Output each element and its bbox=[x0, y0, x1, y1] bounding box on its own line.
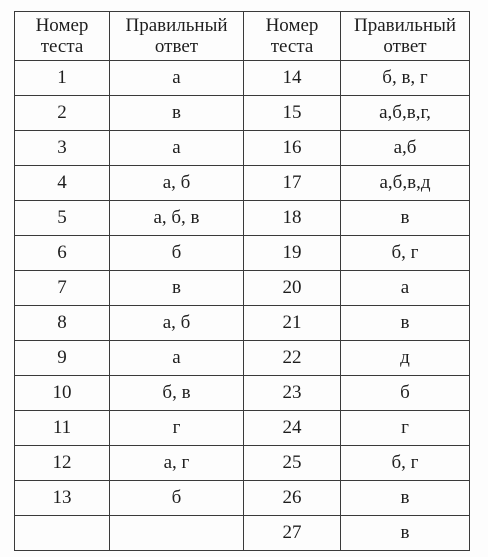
table-row bbox=[15, 271, 470, 306]
header-text: Правильный bbox=[125, 15, 228, 36]
answer-cell: а, б, в bbox=[110, 201, 244, 236]
answer-cell: в bbox=[110, 96, 244, 131]
test-number-cell: 17 bbox=[244, 166, 341, 201]
answer-cell: а bbox=[110, 61, 244, 96]
header-correct-answer-right bbox=[341, 12, 470, 61]
test-number-cell: 3 bbox=[15, 131, 110, 166]
header-test-number-left bbox=[15, 12, 110, 61]
test-number-cell: 10 bbox=[15, 376, 110, 411]
test-number-cell: 15 bbox=[244, 96, 341, 131]
answer-cell: б, в, г bbox=[341, 61, 470, 96]
table-row bbox=[15, 411, 470, 446]
table-row bbox=[15, 516, 470, 551]
test-number-cell: 8 bbox=[15, 306, 110, 341]
table-row bbox=[15, 201, 470, 236]
test-number-cell: 12 bbox=[15, 446, 110, 481]
header-text: Правильный bbox=[353, 15, 457, 36]
test-number-cell: 11 bbox=[15, 411, 110, 446]
test-number-cell: 16 bbox=[244, 131, 341, 166]
answer-cell: в bbox=[110, 271, 244, 306]
answer-cell: а bbox=[110, 131, 244, 166]
test-number-cell: 9 bbox=[15, 341, 110, 376]
header-text: Номер bbox=[35, 15, 89, 36]
header-text: теста bbox=[270, 36, 314, 57]
answer-cell: б bbox=[341, 376, 470, 411]
test-number-cell: 7 bbox=[15, 271, 110, 306]
answer-cell: а,б,в,г, bbox=[341, 96, 470, 131]
test-number-cell: 20 bbox=[244, 271, 341, 306]
header-test-number-right bbox=[244, 12, 341, 61]
answer-cell: а,б bbox=[341, 131, 470, 166]
table-row bbox=[15, 96, 470, 131]
header-text: ответ bbox=[383, 36, 427, 57]
test-number-cell: 13 bbox=[15, 481, 110, 516]
test-number-cell: 27 bbox=[244, 516, 341, 551]
test-number-cell: 21 bbox=[244, 306, 341, 341]
table-row bbox=[15, 236, 470, 271]
test-number-cell: 26 bbox=[244, 481, 341, 516]
test-number-cell bbox=[15, 516, 110, 551]
answer-cell: в bbox=[341, 516, 470, 551]
answer-cell: а bbox=[341, 271, 470, 306]
header-text: ответ bbox=[154, 36, 199, 57]
answer-cell: а, г bbox=[110, 446, 244, 481]
header-row bbox=[15, 12, 470, 61]
answer-cell: б, в bbox=[110, 376, 244, 411]
answer-cell: в bbox=[341, 201, 470, 236]
table-row bbox=[15, 481, 470, 516]
answer-cell: г bbox=[341, 411, 470, 446]
answer-cell: д bbox=[341, 341, 470, 376]
test-number-cell: 23 bbox=[244, 376, 341, 411]
test-number-cell: 14 bbox=[244, 61, 341, 96]
test-number-cell: 2 bbox=[15, 96, 110, 131]
table-row bbox=[15, 376, 470, 411]
answer-cell: б bbox=[110, 236, 244, 271]
answer-cell: а,б,в,д bbox=[341, 166, 470, 201]
answer-cell bbox=[110, 516, 244, 551]
header-text: теста bbox=[40, 36, 84, 57]
table-row bbox=[15, 306, 470, 341]
test-number-cell: 4 bbox=[15, 166, 110, 201]
table-row bbox=[15, 446, 470, 481]
answer-cell: в bbox=[341, 481, 470, 516]
test-number-cell: 18 bbox=[244, 201, 341, 236]
test-number-cell: 25 bbox=[244, 446, 341, 481]
table-row bbox=[15, 341, 470, 376]
answer-rows bbox=[15, 61, 470, 551]
answer-cell: а bbox=[110, 341, 244, 376]
answer-cell: б, г bbox=[341, 236, 470, 271]
test-number-cell: 1 bbox=[15, 61, 110, 96]
table-row bbox=[15, 61, 470, 96]
table-row bbox=[15, 166, 470, 201]
answer-cell: в bbox=[341, 306, 470, 341]
test-number-cell: 19 bbox=[244, 236, 341, 271]
answer-cell: г bbox=[110, 411, 244, 446]
answer-cell: а, б bbox=[110, 306, 244, 341]
answer-key-table bbox=[14, 11, 470, 551]
answer-cell: а, б bbox=[110, 166, 244, 201]
test-number-cell: 6 bbox=[15, 236, 110, 271]
answer-cell: б bbox=[110, 481, 244, 516]
header-text: Номер bbox=[265, 15, 319, 36]
test-number-cell: 22 bbox=[244, 341, 341, 376]
test-number-cell: 24 bbox=[244, 411, 341, 446]
test-number-cell: 5 bbox=[15, 201, 110, 236]
header-correct-answer-left bbox=[110, 12, 244, 61]
answer-cell: б, г bbox=[341, 446, 470, 481]
table-row bbox=[15, 131, 470, 166]
